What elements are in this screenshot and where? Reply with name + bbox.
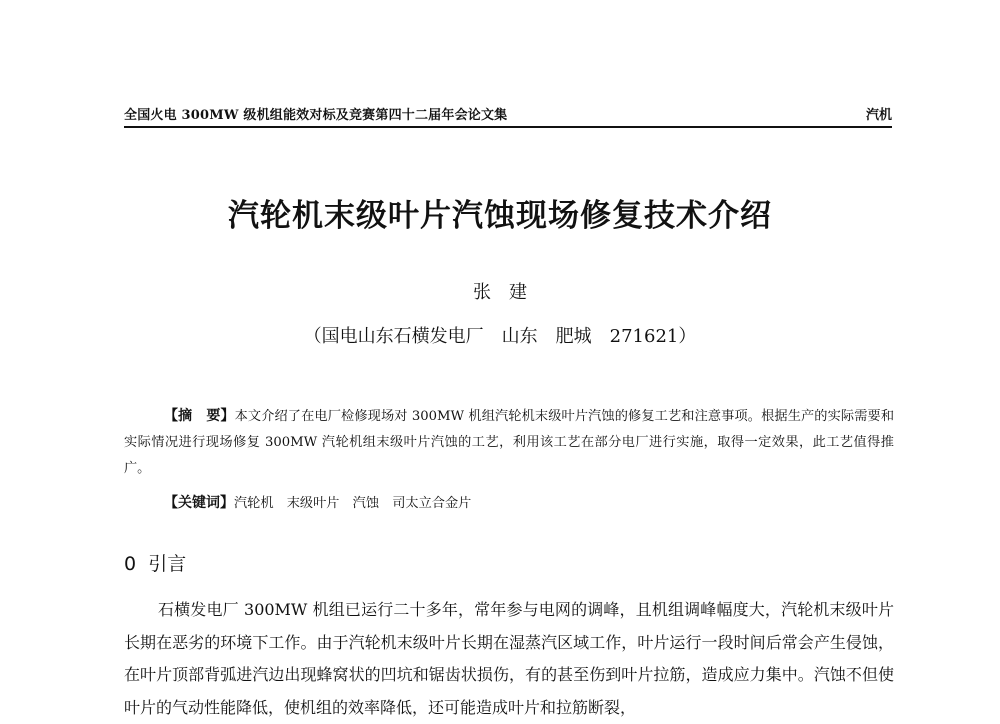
keywords [164,490,894,517]
keywords-text: 汽轮机 末级叶片 汽蚀 司太立合金片 [234,496,472,511]
body-paragraph: 石横发电厂 300MW 机组已运行二十多年，常年参与电网的调峰，且机组调峰幅度大，汽轮机末级叶片长期在恶劣的环境下工作。由于汽轮机末级叶片长期在湿蒸汽区域工作，叶片运行一段时间后常会产生侵蚀，在叶片顶部背弧进汽边出现蜂窝状的凹坑和锯齿状损伤，有的甚至伤到叶片拉筋，造成应力集中。汽蚀不但使叶片的气动性能降低，使机组的效率降低，还可能造成叶片和拉筋断裂， [124,600,894,717]
running-header [124,104,892,128]
section-heading [124,549,186,576]
author-affiliation: （国电山东石横发电厂 山东 肥城 271621） [303,326,697,347]
proceedings-title: 全国火电 300MW 级机组能效对标及竞赛第四十二届年会论文集 [124,108,508,123]
abstract [124,403,894,482]
section-tag: 汽机 [865,108,892,123]
paper-title: 汽轮机末级叶片汽蚀现场修复技术介绍 [228,198,772,234]
abstract-text: 本文介绍了在电厂检修现场对 300MW 机组汽轮机末级叶片汽蚀的修复工艺和注意事项。根据生产的实际需要和实际情况进行现场修复 300MW 汽轮机组末级叶片汽蚀的工艺，利用该工艺在部分电厂进行实施，取得一定效果，此工艺值得推广。 [124,409,895,476]
section-number: 0 [124,553,137,575]
abstract-label: 【摘 要】 [164,408,235,424]
author-name: 张 建 [473,282,527,303]
section-title: 引言 [148,553,187,575]
keywords-label: 【关键词】 [164,495,234,511]
